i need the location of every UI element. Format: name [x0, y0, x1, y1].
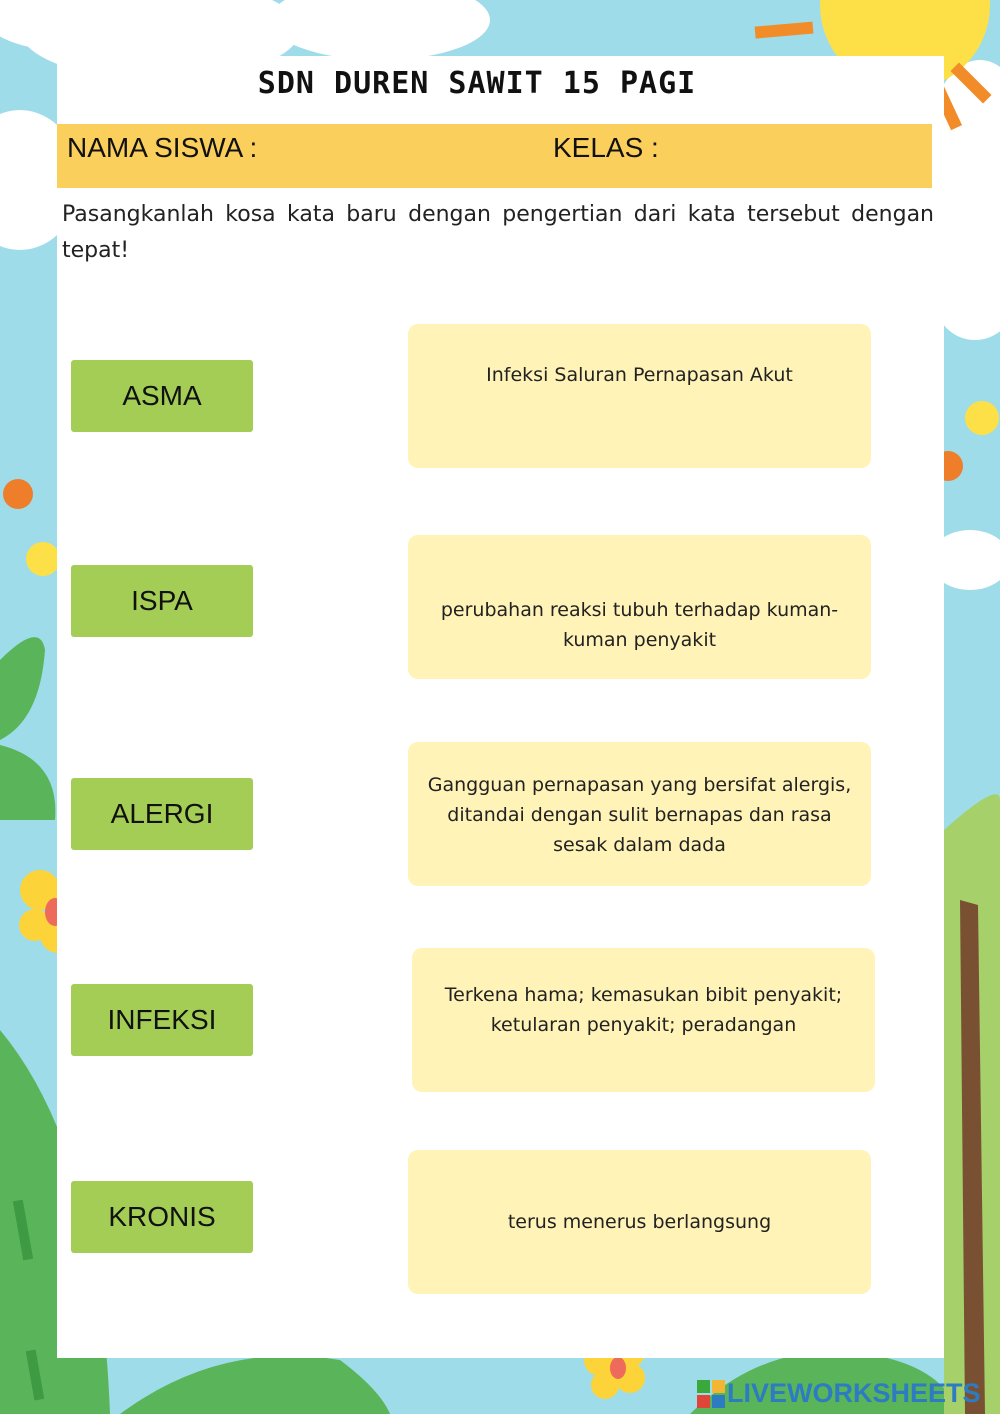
- definition-box-4[interactable]: Terkena hama; kemasukan bibit penyakit; ketularan penyakit; peradangan: [412, 948, 875, 1092]
- word-box-asma[interactable]: ASMA: [71, 360, 253, 432]
- student-name-label: NAMA SISWA :: [67, 132, 258, 163]
- definition-box-1[interactable]: Infeksi Saluran Pernapasan Akut: [408, 324, 871, 468]
- definition-box-5[interactable]: terus menerus berlangsung: [408, 1150, 871, 1294]
- student-info-bar: [57, 124, 932, 188]
- word-box-infeksi[interactable]: INFEKSI: [71, 984, 253, 1056]
- watermark-text: LIVEWORKSHEETS: [727, 1378, 981, 1408]
- word-box-ispa[interactable]: ISPA: [71, 565, 253, 637]
- class-label: KELAS :: [553, 132, 659, 163]
- instruction-text: Pasangkanlah kosa kata baru dengan pengertian dari kata tersebut dengan tepat!: [62, 202, 934, 263]
- definition-box-2[interactable]: perubahan reaksi tubuh terhadap kuman-kuman penyakit: [408, 535, 871, 679]
- word-box-alergi[interactable]: ALERGI: [71, 778, 253, 850]
- liveworksheets-logo-icon: [697, 1380, 725, 1408]
- definition-box-3[interactable]: Gangguan pernapasan yang bersifat alergis, ditandai dengan sulit bernapas dan rasa sesak dalam dada: [408, 742, 871, 886]
- word-box-kronis[interactable]: KRONIS: [71, 1181, 253, 1253]
- liveworksheets-watermark: [697, 1378, 981, 1409]
- page-title: SDN DUREN SAWIT 15 PAGI: [257, 66, 697, 101]
